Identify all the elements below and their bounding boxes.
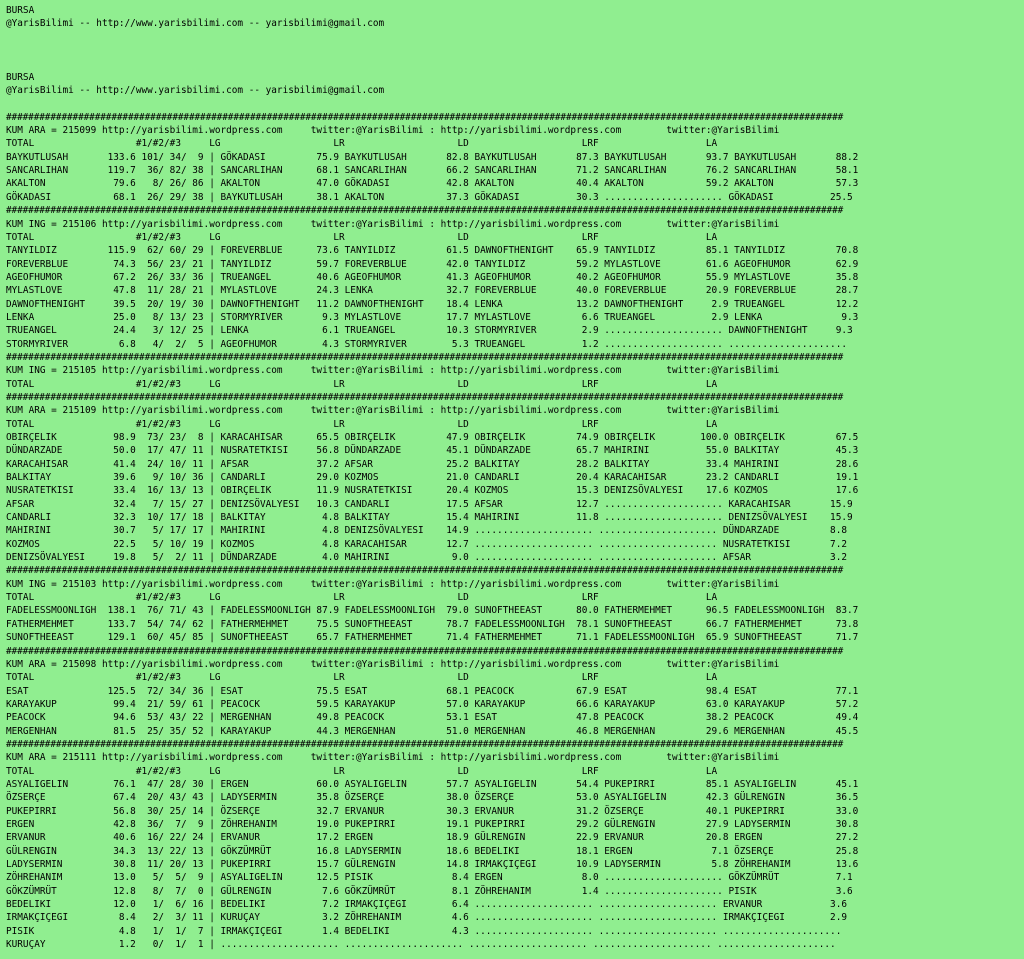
table-row: SANCARLIHAN 119.7 36/ 82/ 38 | SANCARLIHAN 68.1 SANCARLIHAN 66.2 SANCARLIHAN 71.2 SANCARLIHAN 76.2 SANCARLIHAN 58.1 [6, 165, 859, 177]
race-heading: KUM ING = 215105 http://yarisbilimi.wordpress.com twitter:@YarisBilimi : http://yarisbilimi.wordpress.com twitter:@YarisBilimi [6, 365, 780, 377]
race-heading: KUM ING = 215103 http://yarisbilimi.wordpress.com twitter:@YarisBilimi : http://yarisbilimi.wordpress.com twitter:@YarisBilimi [6, 578, 780, 590]
race-heading: KUM ARA = 215098 http://yarisbilimi.wordpress.com twitter:@YarisBilimi : http://yarisbilimi.wordpress.com twitter:@YarisBilimi [6, 658, 780, 670]
blank-line [6, 57, 1024, 70]
race-block [6, 111, 1024, 204]
table-row: ZÖHREHANIM 13.0 5/ 5/ 9 | ASYALIGELIN 12.5 PISIK 8.4 ERGEN 8.0 ..................... GÖKZÜMRÜT 7.1 [6, 872, 853, 884]
table-row: NUSRATETKISI 33.4 16/ 13/ 13 | OBIRÇELIK 11.9 NUSRATETKISI 20.4 KOZMOS 15.3 DENIZSÖVALYESI 17.6 KOZMOS 17.6 [6, 485, 859, 497]
table-row: BEDELIKI 12.0 1/ 6/ 16 | BEDELIKI 7.2 IRMAKÇIÇEGI 6.4 ..................... ..................... ERVANUR 3.6 [6, 899, 847, 911]
blank-line [6, 44, 1024, 57]
blank-line [6, 97, 1024, 110]
race-heading: KUM ING = 215106 http://yarisbilimi.wordpress.com twitter:@YarisBilimi : http://yarisbilimi.wordpress.com twitter:@YarisBilimi [6, 218, 780, 230]
separator-line: ####################################################################################################################################################### [6, 645, 844, 657]
table-row: ASYALIGELIN 76.1 47/ 28/ 30 | ERGEN 60.0 ASYALIGELIN 57.7 ASYALIGELIN 54.4 PUKEPIRRI 85.1 ASYALIGELIN 45.1 [6, 778, 859, 790]
table-row: GÖKZÜMRÜT 12.8 8/ 7/ 0 | GÜLRENGIN 7.6 GÖKZÜMRÜT 8.1 ZÖHREHANIM 1.4 ..................... PISIK 3.6 [6, 885, 853, 897]
column-header-row: TOTAL #1/#2/#3 LG LR LD LRF LA [6, 672, 718, 684]
table-row: ERVANUR 40.6 16/ 22/ 24 | ERVANUR 17.2 ERGEN 18.9 GÜLRENGIN 22.9 ERVANUR 20.8 ERGEN 27.2 [6, 832, 859, 844]
header-contact: @YarisBilimi -- http://www.yarisbilimi.com -- yarisbilimi@gmail.com [6, 18, 385, 30]
race-block [6, 204, 1024, 351]
table-row: MAHIRINI 30.7 5/ 17/ 17 | MAHIRINI 4.8 DENIZSÖVALYESI 14.9 ..................... ..................... DÜNDARZADE 8.8 [6, 525, 847, 537]
race-heading: KUM ARA = 215099 http://yarisbilimi.wordpress.com twitter:@YarisBilimi : http://yarisbilimi.wordpress.com twitter:@YarisBilimi [6, 125, 780, 137]
table-row: KURUÇAY 1.2 0/ 1/ 1 | ..................... ..................... ..................... ..................... ..................... [6, 939, 836, 951]
blank-line [6, 31, 1024, 44]
table-row: PUKEPIRRI 56.8 30/ 25/ 14 | ÖZSERÇE 32.7 ERVANUR 30.3 ERVANUR 31.2 ÖZSERÇE 40.1 PUKEPIRRI 33.0 [6, 805, 859, 817]
table-row: KOZMOS 22.5 5/ 10/ 19 | KOZMOS 4.8 KARACAHISAR 12.7 ..................... ..................... NUSRATETKISI 7.2 [6, 538, 847, 550]
table-row: SUNOFTHEEAST 129.1 60/ 45/ 85 | SUNOFTHEEAST 65.7 FATHERMEHMET 71.4 FATHERMEHMET 71.1 FADELESSMOONLIGH 65.9 SUNOFTHEEAST 71.7 [6, 632, 859, 644]
race-block [6, 645, 1024, 738]
table-row: FATHERMEHMET 133.7 54/ 74/ 62 | FATHERMEHMET 75.5 SUNOFTHEEAST 78.7 FADELESSMOONLIGH 78.1 SUNOFTHEEAST 66.7 FATHERMEHMET 73.8 [6, 618, 859, 630]
separator-line: ####################################################################################################################################################### [6, 391, 844, 403]
report-document [6, 4, 1024, 951]
column-header-row: TOTAL #1/#2/#3 LG LR LD LRF LA [6, 418, 718, 430]
race-list [6, 111, 1024, 952]
header-contact-repeat: @YarisBilimi -- http://www.yarisbilimi.com -- yarisbilimi@gmail.com [6, 85, 385, 97]
table-row: LENKA 25.0 8/ 13/ 23 | STORMYRIVER 9.3 MYLASTLOVE 17.7 MYLASTLOVE 6.6 TRUEANGEL 2.9 LENKA 9.3 [6, 311, 859, 323]
column-header-row: TOTAL #1/#2/#3 LG LR LD LRF LA [6, 765, 718, 777]
column-header-row: TOTAL #1/#2/#3 LG LR LD LRF LA [6, 231, 718, 243]
race-block [6, 391, 1024, 564]
table-row: DÜNDARZADE 50.0 17/ 47/ 11 | NUSRATETKISI 56.8 DÜNDARZADE 45.1 DÜNDARZADE 65.7 MAHIRINI 55.0 BALKITAY 45.3 [6, 445, 859, 457]
header-title: BURSA [6, 5, 35, 16]
table-row: AKALTON 79.6 8/ 26/ 86 | AKALTON 47.0 GÖKADASI 42.8 AKALTON 40.4 AKALTON 59.2 AKALTON 57.3 [6, 178, 859, 190]
table-row: STORMYRIVER 6.8 4/ 2/ 5 | AGEOFHUMOR 4.3 STORMYRIVER 5.3 TRUEANGEL 1.2 ..................... ..................... [6, 338, 847, 350]
table-row: PISIK 4.8 1/ 1/ 7 | IRMAKÇIÇEGI 1.4 BEDELIKI 4.3 ..................... ..................... ..................... [6, 925, 842, 937]
table-row: MERGENHAN 81.5 25/ 35/ 52 | KARAYAKUP 44.3 MERGENHAN 51.0 MERGENHAN 46.8 MERGENHAN 29.6 MERGENHAN 45.5 [6, 725, 859, 737]
table-row: ESAT 125.5 72/ 34/ 36 | ESAT 75.5 ESAT 68.1 PEACOCK 67.9 ESAT 98.4 ESAT 77.1 [6, 685, 859, 697]
table-row: LADYSERMIN 30.8 11/ 20/ 13 | PUKEPIRRI 15.7 GÜLRENGIN 14.8 IRMAKÇIÇEGI 10.9 LADYSERMIN 5.8 ZÖHREHANIM 13.6 [6, 859, 859, 870]
race-block [6, 564, 1024, 644]
table-row: OBIRÇELIK 98.9 73/ 23/ 8 | KARACAHISAR 65.5 OBIRÇELIK 47.9 OBIRÇELIK 74.9 OBIRÇELIK 100.0 OBIRÇELIK 67.5 [6, 432, 859, 443]
column-header-row: TOTAL #1/#2/#3 LG LR LD LRF LA [6, 378, 718, 390]
separator-line: ####################################################################################################################################################### [6, 351, 844, 363]
table-row: KARACAHISAR 41.4 24/ 10/ 11 | AFSAR 37.2 AFSAR 25.2 BALKITAY 28.2 BALKITAY 33.4 MAHIRINI 28.6 [6, 458, 859, 470]
race-block [6, 351, 1024, 391]
table-row: DAWNOFTHENIGHT 39.5 20/ 19/ 30 | DAWNOFTHENIGHT 11.2 DAWNOFTHENIGHT 18.4 LENKA 13.2 DAWNOFTHENIGHT 2.9 TRUEANGEL 12.2 [6, 298, 859, 310]
separator-line: ####################################################################################################################################################### [6, 205, 844, 217]
table-row: KARAYAKUP 99.4 21/ 59/ 61 | PEACOCK 59.5 KARAYAKUP 57.0 KARAYAKUP 66.6 KARAYAKUP 63.0 KARAYAKUP 57.2 [6, 698, 859, 710]
column-header-row: TOTAL #1/#2/#3 LG LR LD LRF LA [6, 138, 718, 150]
table-row: TRUEANGEL 24.4 3/ 12/ 25 | LENKA 6.1 TRUEANGEL 10.3 STORMYRIVER 2.9 ..................... DAWNOFTHENIGHT 9.3 [6, 325, 853, 337]
race-block [6, 738, 1024, 952]
header-title-repeat: BURSA [6, 71, 35, 83]
table-row: IRMAKÇIÇEGI 8.4 2/ 3/ 11 | KURUÇAY 3.2 ZÖHREHANIM 4.6 ..................... ..................... IRMAKÇIÇEGI 2.9 [6, 912, 847, 924]
table-row: CANDARLI 32.3 10/ 17/ 18 | BALKITAY 4.8 BALKITAY 15.4 MAHIRINI 11.8 ..................... DENIZSÖVALYESI 15.9 [6, 512, 853, 524]
table-row: TANYILDIZ 115.9 62/ 60/ 29 | FOREVERBLUE 73.6 TANYILDIZ 61.5 DAWNOFTHENIGHT 65.9 TANYILDIZ 85.1 TANYILDIZ 70.8 [6, 245, 859, 257]
race-heading: KUM ARA = 215111 http://yarisbilimi.wordpress.com twitter:@YarisBilimi : http://yarisbilimi.wordpress.com twitter:@YarisBilimi [6, 752, 780, 764]
table-row: GÜLRENGIN 34.3 13/ 22/ 13 | GÖKZÜMRÜT 16.8 LADYSERMIN 18.6 BEDELIKI 18.1 ERGEN 7.1 ÖZSERÇE 25.8 [6, 845, 859, 857]
race-heading: KUM ARA = 215109 http://yarisbilimi.wordpress.com twitter:@YarisBilimi : http://yarisbilimi.wordpress.com twitter:@YarisBilimi [6, 405, 780, 417]
table-row: BAYKUTLUSAH 133.6 101/ 34/ 9 | GÖKADASI 75.9 BAYKUTLUSAH 82.8 BAYKUTLUSAH 87.3 BAYKUTLUSAH 93.7 BAYKUTLUSAH 88.2 [6, 151, 859, 163]
separator-line: ####################################################################################################################################################### [6, 738, 844, 750]
table-row: FADELESSMOONLIGH 138.1 76/ 71/ 43 | FADELESSMOONLIGH 87.9 FADELESSMOONLIGH 79.0 SUNOFTHEEAST 80.0 FATHERMEHMET 96.5 FADELESSMOONLIGH 83.7 [6, 605, 859, 617]
table-row: ERGEN 42.8 36/ 7/ 9 | ZÖHREHANIM 19.0 PUKEPIRRI 19.1 PUKEPIRRI 29.2 GÜLRENGIN 27.9 LADYSERMIN 30.8 [6, 818, 859, 830]
table-row: ÖZSERÇE 67.4 20/ 43/ 43 | LADYSERMIN 35.8 ÖZSERÇE 38.0 ÖZSERÇE 53.0 ASYALIGELIN 42.3 GÜLRENGIN 36.5 [6, 792, 859, 804]
table-row: FOREVERBLUE 74.3 56/ 23/ 21 | TANYILDIZ 59.7 FOREVERBLUE 42.0 TANYILDIZ 59.2 MYLASTLOVE 61.6 AGEOFHUMOR 62.9 [6, 258, 859, 270]
table-row: BALKITAY 39.6 9/ 10/ 36 | CANDARLI 29.0 KOZMOS 21.0 CANDARLI 20.4 KARACAHISAR 23.2 CANDARLI 19.1 [6, 472, 859, 484]
table-row: DENIZSÖVALYESI 19.8 5/ 2/ 11 | DÜNDARZADE 4.0 MAHIRINI 9.0 ..................... ..................... AFSAR 3.2 [6, 552, 847, 564]
separator-line: ####################################################################################################################################################### [6, 565, 844, 577]
table-row: AGEOFHUMOR 67.2 26/ 33/ 36 | TRUEANGEL 40.6 AGEOFHUMOR 41.3 AGEOFHUMOR 40.2 AGEOFHUMOR 55.9 MYLASTLOVE 35.8 [6, 271, 859, 283]
table-row: GÖKADASI 68.1 26/ 29/ 38 | BAYKUTLUSAH 38.1 AKALTON 37.3 GÖKADASI 30.3 ..................... GÖKADASI 25.5 [6, 191, 853, 203]
table-row: PEACOCK 94.6 53/ 43/ 22 | MERGENHAN 49.8 PEACOCK 53.1 ESAT 47.8 PEACOCK 38.2 PEACOCK 49.4 [6, 712, 859, 724]
table-row: AFSAR 32.4 7/ 15/ 27 | DENIZSÖVALYESI 10.3 CANDARLI 17.5 AFSAR 12.7 ..................... KARACAHISAR 15.9 [6, 498, 853, 510]
table-row: MYLASTLOVE 47.8 11/ 28/ 21 | MYLASTLOVE 24.3 LENKA 32.7 FOREVERBLUE 40.0 FOREVERBLUE 20.9 FOREVERBLUE 28.7 [6, 285, 859, 297]
column-header-row: TOTAL #1/#2/#3 LG LR LD LRF LA [6, 592, 718, 604]
separator-line: ####################################################################################################################################################### [6, 111, 844, 123]
